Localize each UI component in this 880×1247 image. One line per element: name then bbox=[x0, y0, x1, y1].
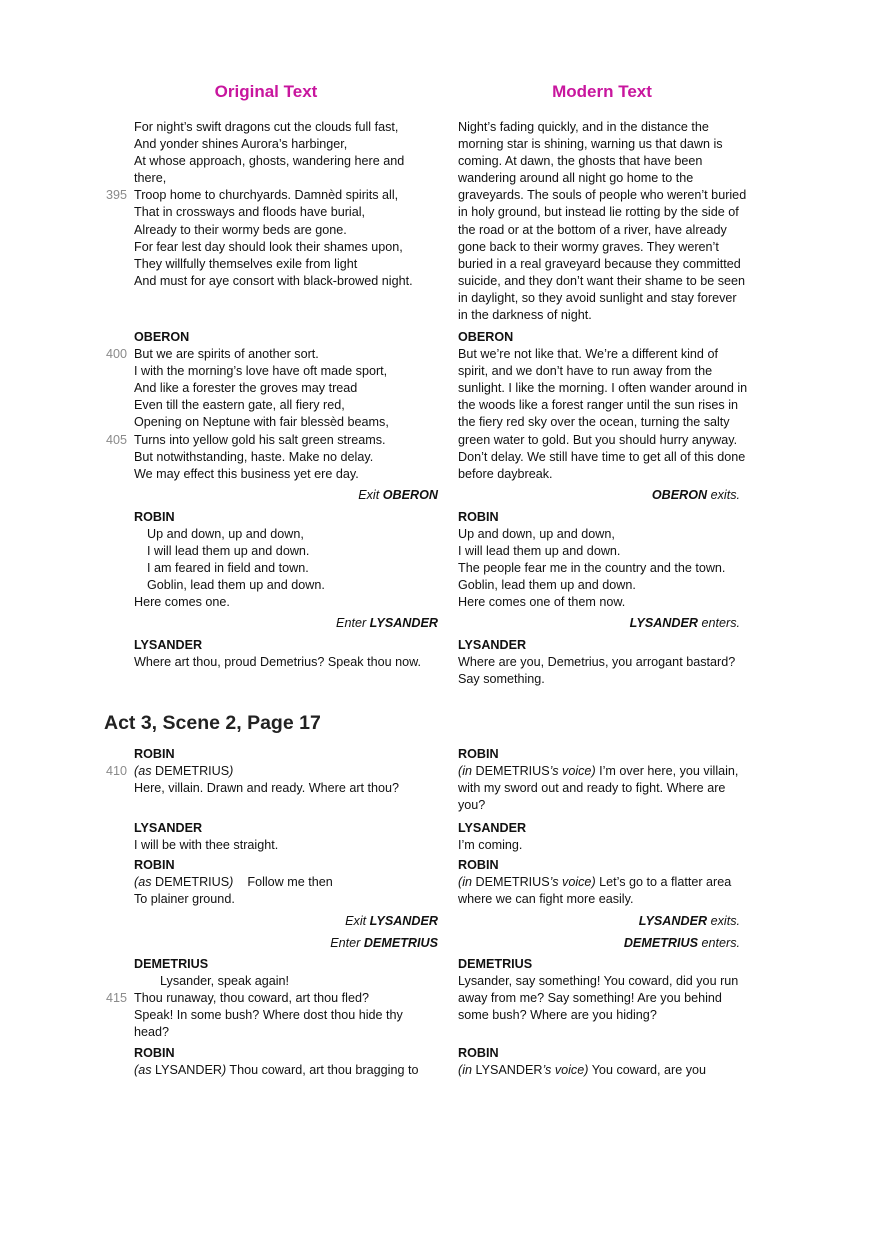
modern-line: The people fear me in the country and the town. bbox=[458, 561, 726, 576]
speaker-name: OBERON bbox=[134, 330, 190, 344]
speaker-name: ROBIN bbox=[134, 747, 175, 761]
original-passage-4 bbox=[134, 637, 444, 671]
original-passage-9 bbox=[134, 1045, 444, 1079]
original-passage-3 bbox=[134, 509, 444, 612]
modern-line: I’m coming. bbox=[458, 838, 523, 853]
modern-line: Here comes one of them now. bbox=[458, 595, 626, 610]
modern-line: But we’re not like that. We’re a different kind of spirit, and we don’t have to run away from the sunlight. I like the morning. I often wander around in the woods like a forest ranger until the sun rises in the fiery red sky over the ocean, turning the salty green water to gold. But you should hurry anyway. Don’t delay. We still have time to get all of this done before daybreak. bbox=[458, 347, 748, 481]
speaker-name: ROBIN bbox=[458, 510, 499, 524]
modern-text-header: Modern Text bbox=[552, 82, 652, 101]
verse-line: 405 Turns into yellow gold his salt green streams. bbox=[134, 432, 444, 449]
verse-line: Already to their wormy beds are gone. bbox=[134, 222, 347, 237]
verse-line: Here comes one. bbox=[134, 595, 230, 610]
line-number: 415 bbox=[106, 991, 128, 1006]
stage-direction-exit-lysander: Exit LYSANDER bbox=[345, 914, 438, 928]
modern-passage-2 bbox=[458, 329, 748, 483]
verse-line: there, bbox=[134, 171, 167, 186]
modern-line: (in DEMETRIUS’s voice) Let’s go to a flatter area where we can fight more easily. bbox=[458, 875, 732, 907]
original-text-header: Original Text bbox=[214, 82, 318, 101]
verse-line: That in crossways and floods have burial, bbox=[134, 205, 366, 220]
verse-line: I am feared in field and town. bbox=[147, 561, 309, 576]
original-passage-8 bbox=[106, 956, 444, 1041]
original-passage-6 bbox=[134, 820, 444, 854]
verse-line: 395 Troop home to churchyards. Damnèd spirits all, bbox=[134, 187, 444, 204]
verse-line: 410 (as DEMETRIUS) bbox=[134, 763, 444, 780]
modern-passage-1: Night’s fading quickly, and in the distance the morning star is shining, warning us that dawn is coming. At dawn, the ghosts that have been wandering around all night go home to the graveyards. The souls of people who weren’t buried in holy ground, but instead lie rotting by the side of the road or at the bottom of a river, have already gone back to their wormy graves. They weren’t buried in a real graveyard because they committed suicide, and they don’t want their shame to be seen in daylight, so they avoid sunlight and stay forever in the darkness of night. bbox=[458, 120, 747, 323]
verse-line: For fear lest day should look their shames upon, bbox=[134, 239, 403, 254]
verse-line: Even till the eastern gate, all fiery red, bbox=[134, 398, 345, 413]
verse-line: Goblin, lead them up and down. bbox=[147, 578, 325, 593]
verse-line: At whose approach, ghosts, wandering here and bbox=[134, 154, 405, 169]
stage-direction-oberon-exits: OBERON exits. bbox=[651, 488, 740, 502]
modern-passage-4 bbox=[458, 637, 748, 688]
verse-line: Opening on Neptune with fair blessèd beams, bbox=[134, 415, 389, 430]
verse-line: Speak! In some bush? Where dost thou hide thy bbox=[134, 1008, 403, 1023]
verse-line: Lysander, speak again! bbox=[160, 974, 290, 989]
verse-line: Up and down, up and down, bbox=[147, 527, 304, 542]
stage-direction-enter-lysander: Enter LYSANDER bbox=[336, 616, 438, 630]
stage-direction-lysander-exits: LYSANDER exits. bbox=[638, 914, 740, 928]
verse-line: 400 But we are spirits of another sort. bbox=[134, 346, 444, 363]
modern-passage-3 bbox=[458, 509, 748, 612]
modern-passage-9 bbox=[458, 1045, 748, 1079]
stage-direction-enter-demetrius: Enter DEMETRIUS bbox=[330, 936, 438, 950]
modern-line: Up and down, up and down, bbox=[458, 527, 615, 542]
stage-direction-lysander-enters: LYSANDER enters. bbox=[629, 616, 740, 630]
speaker-name: LYSANDER bbox=[458, 638, 527, 652]
line-number: 410 bbox=[106, 764, 128, 779]
speaker-name: LYSANDER bbox=[134, 638, 203, 652]
original-passage-5 bbox=[106, 746, 444, 797]
modern-line: Lysander, say something! You coward, did you run away from me? Say something! Are you behind some bush? Where are you hiding? bbox=[458, 974, 739, 1023]
verse-line: They willfully themselves exile from light bbox=[134, 256, 358, 271]
line-number: 405 bbox=[106, 432, 128, 447]
line-number: 400 bbox=[106, 347, 128, 362]
speaker-name: LYSANDER bbox=[458, 821, 527, 835]
speaker-name: ROBIN bbox=[134, 1046, 175, 1060]
verse-line: (as DEMETRIUS) Follow me then bbox=[134, 875, 333, 890]
modern-passage-6 bbox=[458, 820, 748, 854]
stage-direction-demetrius-enters: DEMETRIUS enters. bbox=[623, 936, 740, 950]
modern-line: (in DEMETRIUS’s voice) I’m over here, you villain, with my sword out and ready to fight. Where are you? bbox=[458, 764, 739, 813]
modern-passage-5 bbox=[458, 746, 748, 814]
verse-line: And yonder shines Aurora’s harbinger, bbox=[134, 137, 348, 152]
verse-line: I with the morning’s love have oft made sport, bbox=[134, 364, 388, 379]
speaker-name: ROBIN bbox=[134, 510, 175, 524]
verse-line: (as LYSANDER) Thou coward, art thou bragging to bbox=[134, 1063, 419, 1078]
verse-line: 415 Thou runaway, thou coward, art thou fled? bbox=[134, 990, 444, 1007]
speaker-name: ROBIN bbox=[134, 858, 175, 872]
speaker-name: DEMETRIUS bbox=[458, 957, 533, 971]
modern-line: Where are you, Demetrius, you arrogant bastard? Say something. bbox=[458, 655, 736, 687]
stage-direction-exit-oberon: Exit OBERON bbox=[358, 488, 438, 502]
verse-line: And like a forester the groves may tread bbox=[134, 381, 358, 396]
verse-line: head? bbox=[134, 1025, 170, 1040]
original-passage-2 bbox=[106, 329, 444, 483]
line-number: 395 bbox=[106, 188, 128, 203]
speaker-name: ROBIN bbox=[458, 747, 499, 761]
verse-line: We may effect this business yet ere day. bbox=[134, 466, 359, 481]
speaker-name: ROBIN bbox=[458, 858, 499, 872]
speaker-name: OBERON bbox=[458, 330, 514, 344]
original-passage-1 bbox=[106, 119, 444, 290]
verse-line: To plainer ground. bbox=[134, 892, 235, 907]
modern-line: (in LYSANDER’s voice) You coward, are you bbox=[458, 1063, 707, 1078]
page-heading: Act 3, Scene 2, Page 17 bbox=[104, 712, 321, 734]
verse-line: For night’s swift dragons cut the clouds full fast, bbox=[134, 120, 399, 134]
verse-line: I will lead them up and down. bbox=[147, 544, 310, 559]
modern-passage-7 bbox=[458, 857, 748, 908]
verse-line: Where art thou, proud Demetrius? Speak thou now. bbox=[134, 655, 422, 670]
verse-line: I will be with thee straight. bbox=[134, 838, 279, 853]
speaker-name: DEMETRIUS bbox=[134, 957, 209, 971]
speaker-name: LYSANDER bbox=[134, 821, 203, 835]
verse-line: And must for aye consort with black-browed night. bbox=[134, 273, 413, 288]
modern-line: Goblin, lead them up and down. bbox=[458, 578, 636, 593]
modern-passage-8 bbox=[458, 956, 748, 1024]
verse-line: Here, villain. Drawn and ready. Where art thou? bbox=[134, 781, 400, 796]
speaker-name: ROBIN bbox=[458, 1046, 499, 1060]
original-passage-7 bbox=[134, 857, 444, 908]
verse-line: But notwithstanding, haste. Make no delay. bbox=[134, 449, 374, 464]
modern-line: I will lead them up and down. bbox=[458, 544, 621, 559]
